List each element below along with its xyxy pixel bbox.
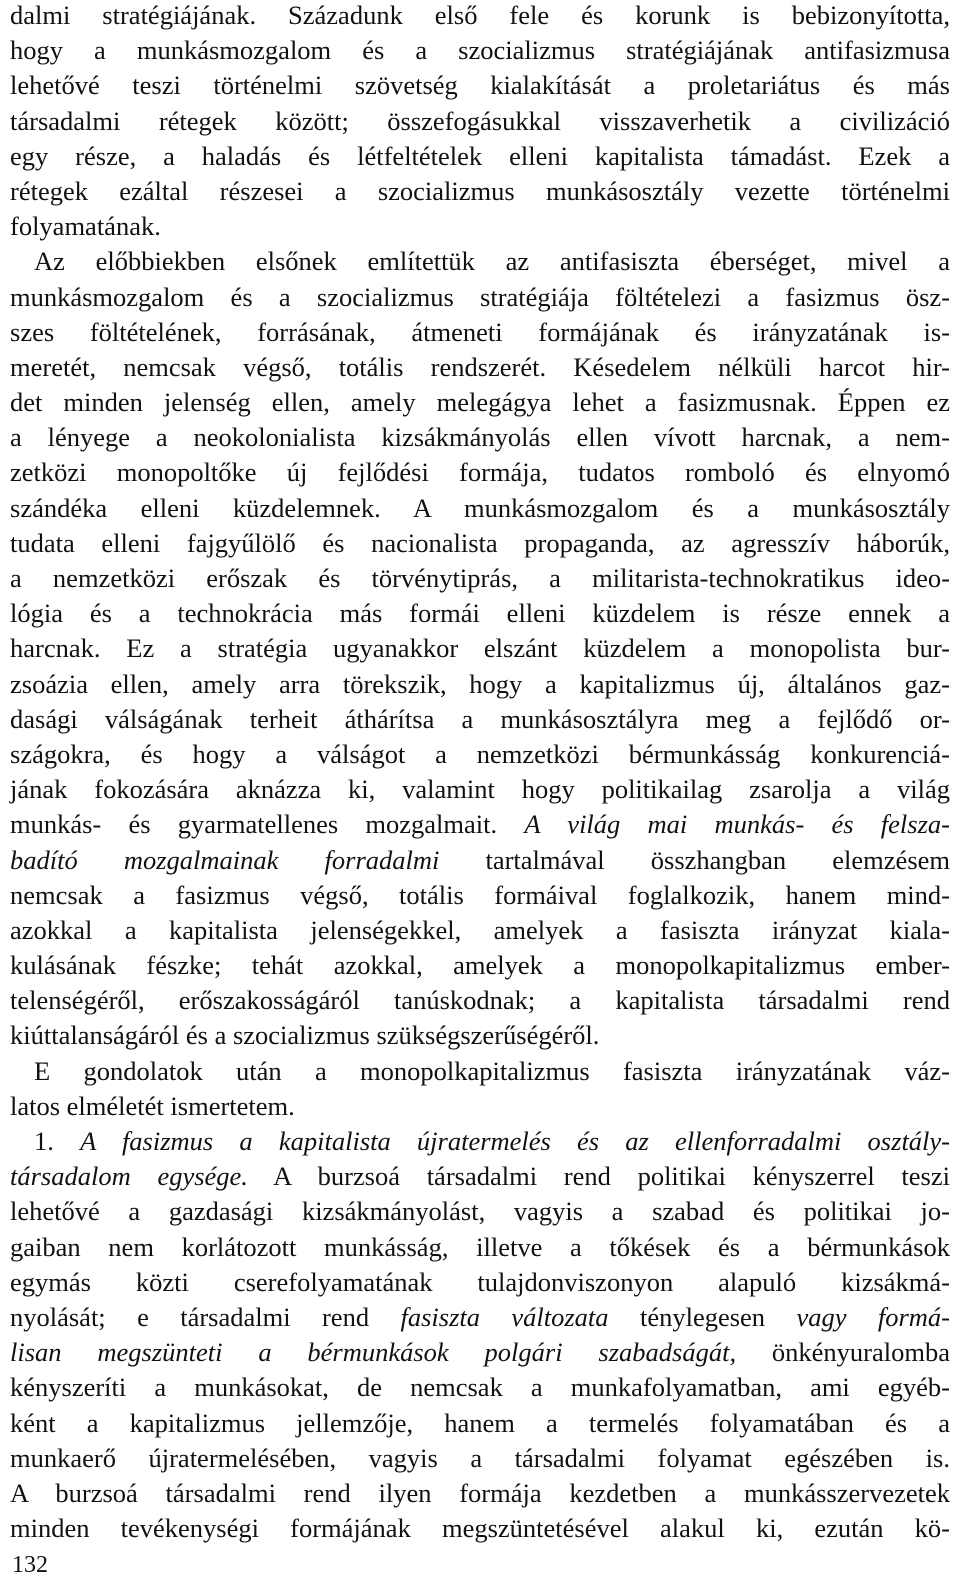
text-line	[10, 948, 950, 983]
text-run: zetközi monopoltőke új fejlődési formája, tudatos romboló és elnyomó	[10, 457, 950, 488]
italic-text: vagy formá-	[796, 1301, 950, 1332]
text-run: kulásának fészke; tehát azokkal, amelyek a monopolkapitalizmus ember-	[10, 950, 950, 981]
text-run: lógia és a technokrácia más formái elleni küzdelem is része ennek a	[10, 598, 950, 629]
text-run: lehetővé teszi történelmi szövetség kialakítását a proletariátus és más	[10, 70, 950, 101]
text-line	[10, 913, 950, 948]
text-run: Az előbbiekben elsőnek említettük az antifasiszta éberséget, mivel a	[34, 246, 950, 277]
text-line	[10, 385, 950, 420]
text-line	[10, 1018, 950, 1053]
text-line	[10, 420, 950, 455]
text-line	[10, 561, 950, 596]
text-run: tudata elleni fajgyűlölő és nacionalista propaganda, az agresszív háborúk,	[10, 527, 950, 558]
page-number: 132	[12, 1552, 48, 1578]
text-line	[10, 1406, 950, 1441]
text-run: ként a kapitalizmus jellemzője, hanem a termelés folyamatában és a	[10, 1407, 950, 1438]
text-line	[10, 1370, 950, 1405]
text-line	[10, 702, 950, 737]
text-run: szágokra, és hogy a válságot a nemzetközi bérmunkásság konkurenciá-	[10, 738, 950, 769]
text-run: társadalmi rétegek között; összefogásukkal visszaverhetik a civilizáció	[10, 105, 950, 136]
text-line	[10, 1265, 950, 1300]
text-line	[10, 0, 950, 33]
text-line	[10, 878, 950, 913]
text-line	[10, 139, 950, 174]
text-line	[10, 244, 950, 279]
text-run: egymás közti cserefolyamatának tulajdonviszonyon alapuló kizsákmá-	[10, 1266, 950, 1297]
text-line	[10, 350, 950, 385]
text-run: hogy a munkásmozgalom és a szocializmus stratégiájának antifasizmusa	[10, 35, 950, 66]
text-line	[10, 315, 950, 350]
text-line	[10, 1194, 950, 1229]
text-run: harcnak. Ez a stratégia ugyanakkor elszánt küzdelem a monopolista bur-	[10, 633, 950, 664]
text-run: lehetővé a gazdasági kizsákmányolást, vagyis a szabad és politikai jo-	[10, 1196, 950, 1227]
body-text	[10, 0, 950, 1546]
text-run: minden tevékenységi formájának megszüntetésével alakul ki, ezután kö-	[10, 1513, 950, 1544]
text-line	[10, 455, 950, 490]
text-run: dasági válságának terheit áthárítsa a munkásosztályra meg a fejlődő or-	[10, 703, 950, 734]
text-line	[10, 1124, 950, 1159]
text-run: A burzsoá társadalmi rend ilyen formája kezdetben a munkásszervezetek	[10, 1477, 950, 1508]
text-line	[10, 526, 950, 561]
text-line	[10, 1054, 950, 1089]
text-run: szándéka elleni küzdelemnek. A munkásmozgalom és a munkásosztály	[10, 492, 950, 523]
text-run: meretét, nemcsak végső, totális rendszerét. Késedelem nélküli harcot hir-	[10, 351, 950, 382]
text-run: 1.	[34, 1126, 81, 1156]
text-line	[10, 68, 950, 103]
text-line	[10, 737, 950, 772]
text-run: rétegek ezáltal részesei a szocializmus munkásosztály vezette történelmi	[10, 175, 950, 206]
text-line	[10, 33, 950, 68]
text-run: a nemzetközi erőszak és törvénytiprás, a militarista-technokratikus ideo-	[10, 563, 950, 593]
text-line	[10, 667, 950, 702]
text-line	[10, 174, 950, 209]
text-line	[10, 807, 950, 842]
text-line	[10, 1089, 950, 1124]
text-line	[10, 104, 950, 139]
text-line	[10, 843, 950, 878]
text-line	[10, 1476, 950, 1511]
text-run: nemcsak a fasizmus végső, totális formáival foglalkozik, hanem mind-	[10, 879, 950, 910]
text-run: munkásmozgalom és a szocializmus stratégiája föltételezi a fasizmus ösz-	[10, 281, 950, 312]
text-run: kiúttalanságáról és a szocializmus szükségszerűségéről.	[10, 1020, 600, 1051]
text-run: dalmi stratégiájának. Századunk első fele és korunk is bebizonyította,	[10, 0, 950, 30]
text-line	[10, 631, 950, 666]
text-run: A burzsoá társadalmi rend politikai kényszerrel teszi	[247, 1161, 950, 1192]
text-run: latos elméletét ismertetem.	[10, 1090, 295, 1121]
text-run: E gondolatok után a monopolkapitalizmus fasiszta irányzatának váz-	[34, 1055, 950, 1086]
text-line	[10, 1441, 950, 1476]
text-run: azokkal a kapitalista jelenségekkel, amelyek a fasiszta irányzat kiala-	[10, 914, 950, 945]
text-run: munkás- és gyarmatellenes mozgalmait.	[10, 809, 525, 840]
text-line	[10, 772, 950, 807]
italic-text: A fasizmus a kapitalista újratermelés és az ellenforradalmi osztály-	[80, 1126, 950, 1156]
text-run: ténylegesen	[608, 1301, 797, 1332]
text-line	[10, 280, 950, 315]
text-run: nyolását; e társadalmi rend	[10, 1301, 401, 1332]
text-run: tartalmával összhangban elemzésem	[439, 844, 951, 875]
text-run: jának fokozására aknázza ki, valamint hogy politikailag zsarolja a világ	[10, 774, 950, 805]
text-line	[10, 1159, 950, 1194]
text-line	[10, 1335, 950, 1370]
italic-text: lisan megszünteti a bérmunkások polgári szabadságát,	[10, 1337, 737, 1368]
text-run: gaiban nem korlátozott munkásság, illetve a tőkések és a bérmunkások	[10, 1231, 950, 1262]
text-line	[10, 491, 950, 526]
text-run: folyamatának.	[10, 211, 161, 242]
text-run: önkényuralomba	[736, 1337, 950, 1368]
text-line	[10, 209, 950, 244]
text-run: det minden jelenség ellen, amely melegágya lehet a fasizmusnak. Éppen ez	[10, 387, 950, 418]
text-line	[10, 1511, 950, 1546]
text-run: munkaerő újratermelésében, vagyis a társadalmi folyamat egészében is.	[10, 1442, 950, 1473]
text-run: kényszeríti a munkásokat, de nemcsak a munkafolyamatban, ami egyéb-	[10, 1372, 950, 1403]
text-run: a lényege a neokolonialista kizsákmányolás ellen vívott harcnak, a nem-	[10, 422, 950, 453]
italic-text: badító mozgalmainak forradalmi	[10, 844, 440, 875]
text-line	[10, 596, 950, 631]
text-run: zsoázia ellen, amely arra törekszik, hogy a kapitalizmus új, általános gaz-	[10, 668, 950, 699]
text-line	[10, 983, 950, 1018]
text-run: szes föltételének, forrásának, átmeneti formájának és irányzatának is-	[10, 316, 950, 347]
text-line	[10, 1300, 950, 1335]
text-line	[10, 1230, 950, 1265]
italic-text: A világ mai munkás- és felsza-	[524, 809, 950, 840]
italic-text: fasiszta változata	[400, 1301, 609, 1332]
text-run: egy része, a haladás és létfeltételek elleni kapitalista támadást. Ezek a	[10, 140, 950, 171]
text-run: telenségéről, erőszakosságáról tanúskodnak; a kapitalista társadalmi rend	[10, 985, 950, 1016]
italic-text: társadalom egysége.	[10, 1161, 248, 1192]
